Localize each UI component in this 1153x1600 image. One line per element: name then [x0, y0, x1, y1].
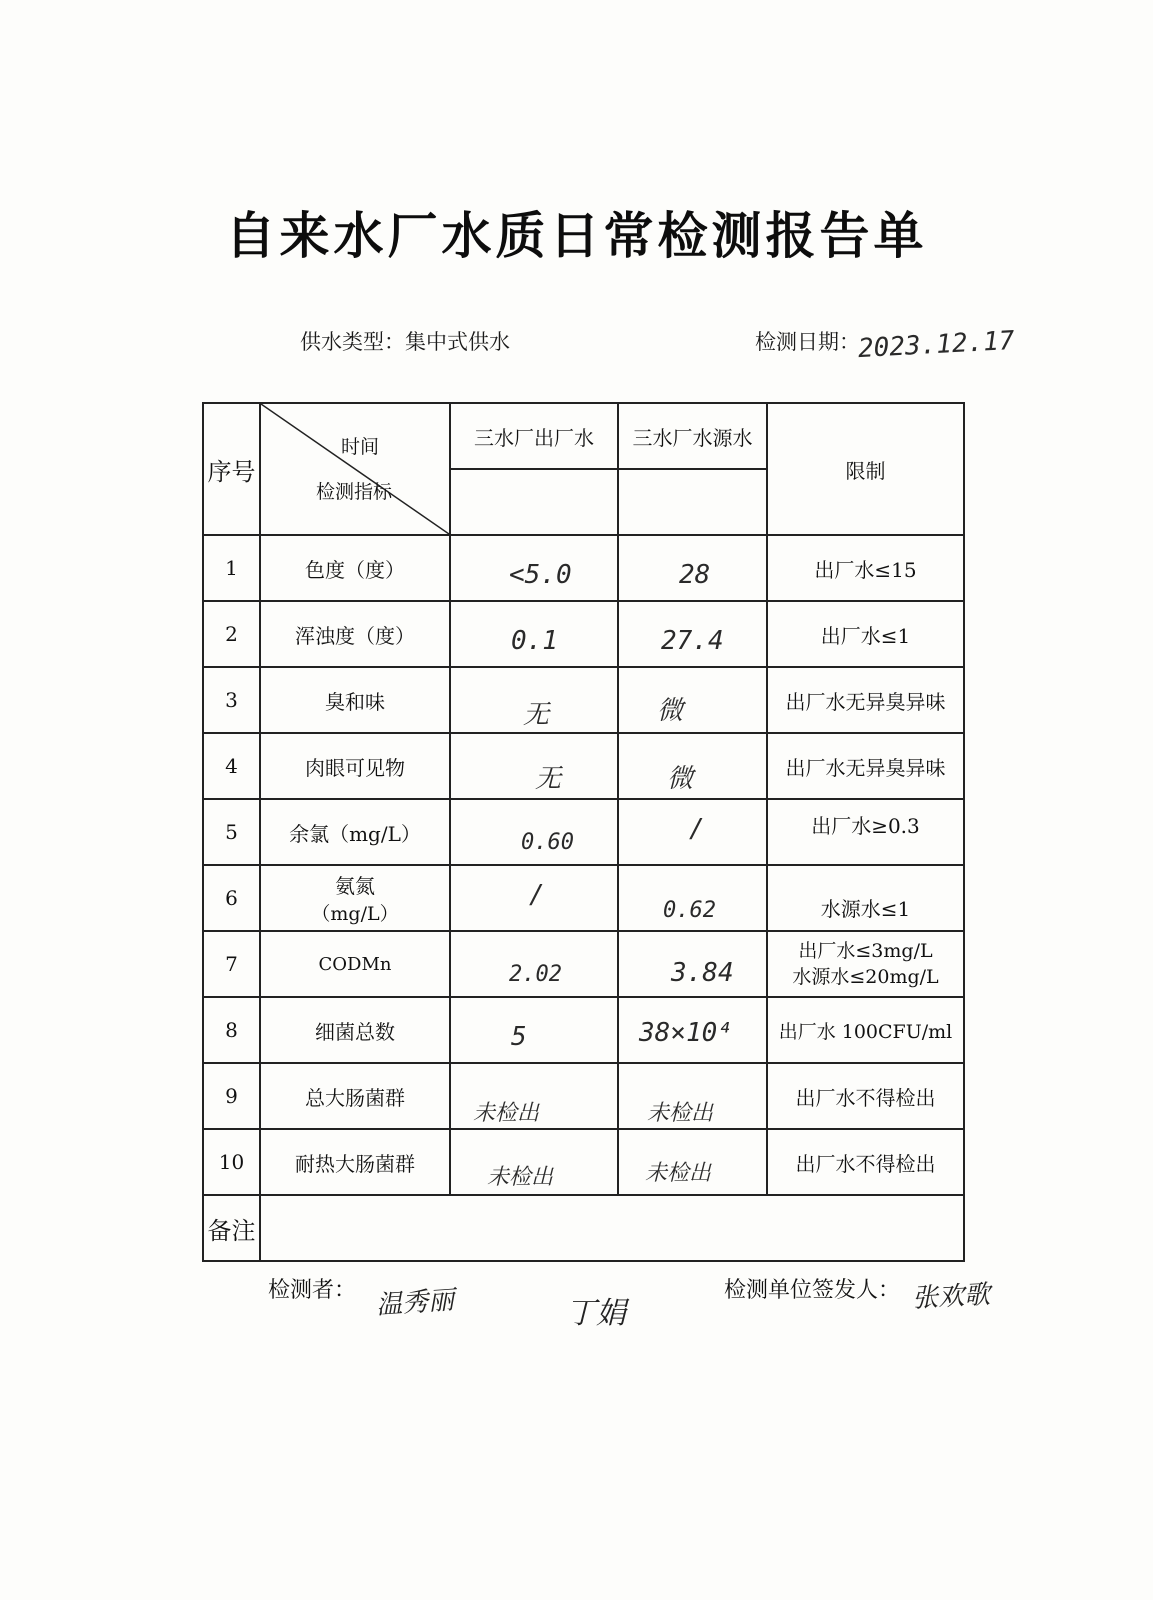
table-row — [203, 667, 964, 733]
row-seq: 3 — [203, 667, 260, 733]
row-indicator: 色度（度） — [260, 535, 450, 601]
row-limit-line1: 出厂水≤3mg/L — [798, 940, 933, 962]
remarks-row — [203, 1195, 964, 1261]
row-outlet-value: 无 — [450, 667, 618, 733]
row-indicator: CODMn — [260, 931, 450, 997]
row-outlet-value: 0.60 — [450, 799, 618, 865]
row-source-value: / — [618, 799, 767, 865]
header-col-outlet-blank — [450, 469, 618, 535]
table-row — [203, 601, 964, 667]
row-limit: 水源水≤1 — [767, 865, 964, 931]
issuer-label: 检测单位签发人： — [724, 1278, 901, 1303]
header-col-outlet: 三水厂出厂水 — [450, 403, 618, 469]
row-seq: 6 — [203, 865, 260, 931]
row-limit: 出厂水 100CFU/ml — [767, 997, 964, 1063]
row-source-value: 28 — [618, 535, 767, 601]
header-seq: 序号 — [203, 403, 260, 535]
row-limit: 出厂水不得检出 — [767, 1063, 964, 1129]
row-limit-line2: 水源水≤20mg/L — [792, 966, 939, 988]
issuer-signature: 张欢歌 — [911, 1279, 991, 1315]
row-outlet-value: 无 — [450, 733, 618, 799]
row-limit: 出厂水无异臭异味 — [767, 733, 964, 799]
row-source-value: 38×10⁴ — [618, 997, 767, 1063]
row-source-value: 微 — [618, 733, 767, 799]
header-col-source-blank — [618, 469, 767, 535]
row-indicator: 臭和味 — [260, 667, 450, 733]
row-seq: 4 — [203, 733, 260, 799]
row-source-value: 3.84 — [618, 931, 767, 997]
remarks-content — [260, 1195, 964, 1261]
tester-signature-1: 温秀丽 — [375, 1285, 456, 1321]
header-indicator: 检测指标 — [316, 481, 393, 503]
report-title: 自来水厂水质日常检测报告单 — [225, 207, 928, 265]
row-outlet-value: 2.02 — [450, 931, 618, 997]
row-limit: 出厂水≥0.3 — [767, 799, 964, 865]
row-limit — [767, 931, 964, 997]
row-indicator-line1: 氨氮 — [335, 874, 375, 898]
header-limit: 限制 — [767, 403, 964, 535]
test-date-handwritten: 2023.12.17 — [857, 325, 1016, 365]
table-row — [203, 931, 964, 997]
row-source-value: 27.4 — [618, 601, 767, 667]
row-source-value: 未检出 — [618, 1063, 767, 1129]
row-indicator: 细菌总数 — [260, 997, 450, 1063]
row-limit: 出厂水≤1 — [767, 601, 964, 667]
row-outlet-value: 0.1 — [450, 601, 618, 667]
table-row — [203, 997, 964, 1063]
row-indicator-line2: （mg/L） — [311, 903, 399, 925]
row-indicator: 耐热大肠菌群 — [260, 1129, 450, 1195]
table-row — [203, 733, 964, 799]
tester-signature-2: 丁娟 — [566, 1296, 626, 1331]
test-date-label: 检测日期： — [755, 330, 860, 354]
row-seq: 7 — [203, 931, 260, 997]
table-row — [203, 799, 964, 865]
row-limit: 出厂水不得检出 — [767, 1129, 964, 1195]
row-outlet-value: <5.0 — [450, 535, 618, 601]
row-seq: 10 — [203, 1129, 260, 1195]
table-row — [203, 865, 964, 931]
header-diagonal-cell — [260, 403, 450, 535]
row-indicator: 肉眼可见物 — [260, 733, 450, 799]
report-table — [202, 402, 965, 1262]
row-indicator: 余氯（mg/L） — [260, 799, 450, 865]
row-source-value: 0.62 — [618, 865, 767, 931]
row-limit: 出厂水无异臭异味 — [767, 667, 964, 733]
row-source-value: 未检出 — [618, 1129, 767, 1195]
row-outlet-value: 5 — [450, 997, 618, 1063]
table-row — [203, 1129, 964, 1195]
header-col-source: 三水厂水源水 — [618, 403, 767, 469]
row-outlet-value: 未检出 — [450, 1063, 618, 1129]
row-indicator: 浑浊度（度） — [260, 601, 450, 667]
row-source-value: 微 — [618, 667, 767, 733]
tester-label: 检测者： — [268, 1278, 357, 1303]
header-time: 时间 — [340, 436, 379, 458]
row-seq: 5 — [203, 799, 260, 865]
table-row — [203, 535, 964, 601]
row-indicator: 总大肠菌群 — [260, 1063, 450, 1129]
remarks-label: 备注 — [203, 1195, 260, 1261]
supply-type: 供水类型：集中式供水 — [300, 330, 510, 354]
row-outlet-value: / — [450, 865, 618, 931]
diagonal-line — [261, 404, 449, 534]
row-seq: 9 — [203, 1063, 260, 1129]
row-limit: 出厂水≤15 — [767, 535, 964, 601]
row-seq: 8 — [203, 997, 260, 1063]
row-seq: 1 — [203, 535, 260, 601]
row-seq: 2 — [203, 601, 260, 667]
row-indicator — [260, 865, 450, 931]
table-row — [203, 1063, 964, 1129]
row-outlet-value: 未检出 — [450, 1129, 618, 1195]
